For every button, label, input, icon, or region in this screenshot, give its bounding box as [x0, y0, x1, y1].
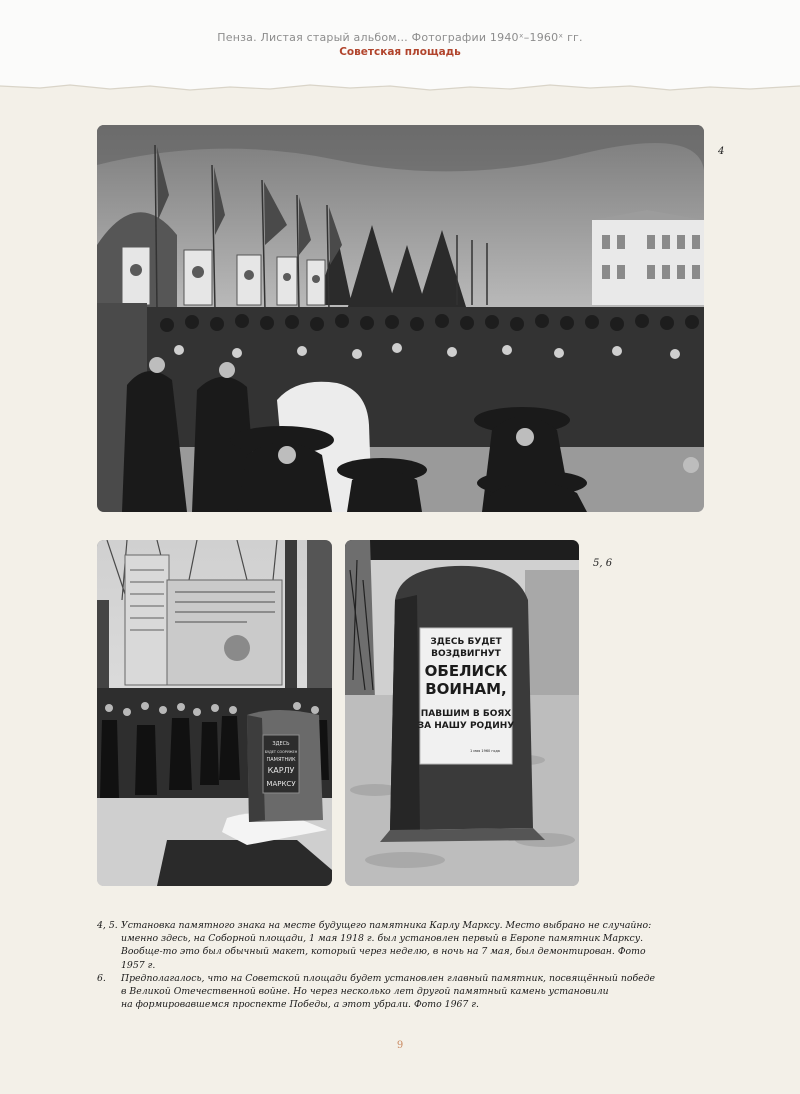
caption-block — [97, 919, 657, 1011]
obelisk-sign-line-3: ОБЕЛИСК — [424, 662, 508, 680]
caption-line: именно здесь, на Соборной площади, 1 мая 1918 г. был установлен первый в Европе памятник Марксу. — [121, 933, 644, 945]
caption-line: Предполагалось, что на Советской площади будет установлен главный памятник, посвящённый победе — [121, 972, 656, 984]
section-title: Советская площадь — [339, 46, 461, 58]
caption-6 — [97, 972, 657, 1012]
obelisk-sign-date: 1 мая 1960 года — [470, 749, 500, 753]
caption-text — [121, 972, 657, 1012]
photo-number-5-6: 5, 6 — [593, 558, 613, 569]
stone-text-line-1: ЗДЕСЬ — [272, 741, 290, 747]
obelisk-sign-line-4: ВОИНАМ, — [425, 680, 507, 698]
book-title: Пенза. Листая старый альбом… Фотографии 1940ˣ–1960ˣ гг. — [217, 31, 583, 44]
obelisk-sign-line-2: ВОЗДВИГНУТ — [431, 649, 501, 659]
stone-text-line-4: КАРЛУ — [267, 766, 295, 775]
photo-6-obelisk-stone — [345, 540, 579, 886]
stone-text-line-3: ПАМЯТНИК — [266, 757, 296, 763]
photo-5-marx-stone — [97, 540, 332, 886]
caption-4-5 — [97, 919, 657, 972]
caption-number: 4, 5. — [97, 920, 118, 931]
obelisk-sign-line-1: ЗДЕСЬ БУДЕТ — [430, 637, 502, 647]
caption-line: в Великой Отечественной войне. Но через несколько лет другой памятный камень установили — [121, 986, 609, 998]
photo-4-rally — [97, 125, 704, 512]
caption-line: на формировавшемся проспекте Победы, а этот убрали. Фото 1967 г. — [121, 999, 479, 1011]
caption-line: Вообще-то это был обычный макет, который через неделю, в ночь на 7 мая, был демонтирован. Фото 1957 г. — [121, 946, 646, 971]
caption-text — [121, 919, 657, 972]
stone-text-line-2: БУДЕТ СООРУЖЕН — [264, 750, 298, 754]
obelisk-sign-line-6: ЗА НАШУ РОДИНУ — [417, 721, 515, 731]
caption-number: 6. — [97, 972, 106, 984]
photo-number-4: 4 — [718, 146, 725, 157]
stone-text-line-5: МАРКСУ — [266, 780, 296, 788]
obelisk-sign-line-5: ПАВШИМ В БОЯХ — [420, 709, 512, 719]
caption-line: Установка памятного знака на месте будущего памятника Карлу Марксу. Место выбрано не случайно: — [121, 920, 652, 931]
page-number: 9 — [396, 1040, 404, 1051]
torn-paper-edge — [0, 78, 800, 102]
